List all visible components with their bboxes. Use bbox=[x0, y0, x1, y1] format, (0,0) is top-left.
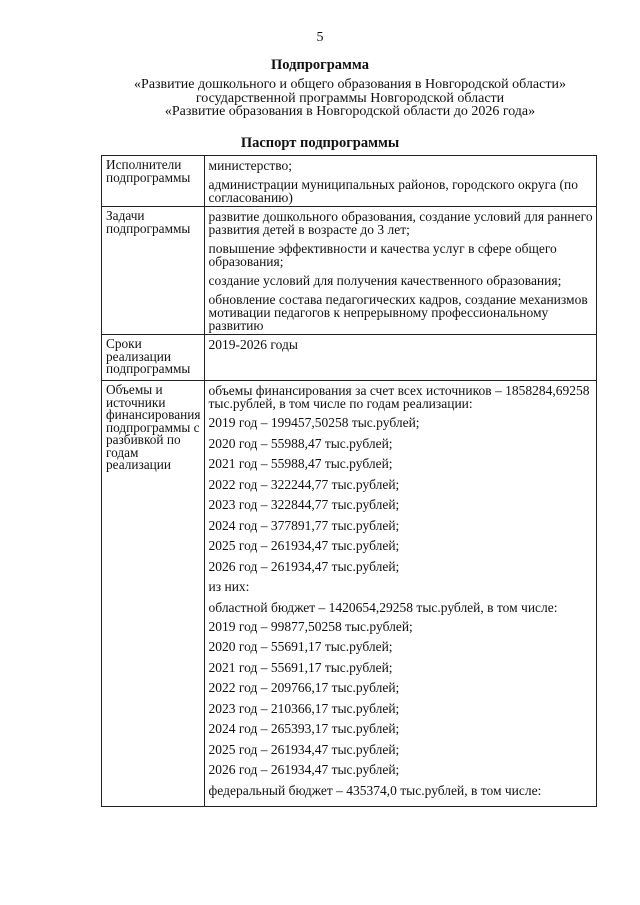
document-title: Подпрограмма bbox=[271, 57, 369, 73]
financing-line: 2019 год – 199457,50258 тыс.рублей; bbox=[208, 415, 420, 430]
financing-line: 2019 год – 99877,50258 тыс.рублей; bbox=[208, 618, 413, 634]
financing-line: 2024 год – 265393,17 тыс.рублей; bbox=[208, 721, 400, 736]
row-item: администрации муниципальных районов, городского округа (по согласованию) bbox=[208, 177, 578, 205]
financing-line: 2021 год – 55691,17 тыс.рублей; bbox=[208, 659, 393, 675]
row-label: Сроки реализации подпрограммы bbox=[102, 335, 205, 381]
financing-line: 2024 год – 377891,77 тыс.рублей; bbox=[208, 517, 400, 533]
financing-line: 2021 год – 55988,47 тыс.рублей; bbox=[208, 456, 393, 471]
financing-line: 2022 год – 209766,17 тыс.рублей; bbox=[208, 680, 400, 695]
table-row-executors bbox=[102, 156, 597, 207]
financing-line: 2023 год – 210366,17 тыс.рублей; bbox=[208, 700, 400, 716]
table-row-financing bbox=[102, 381, 597, 807]
financing-line: 2025 год – 261934,47 тыс.рублей; bbox=[208, 538, 400, 553]
row-item: обновление состава педагогических кадров, создание механизмов мотивации педагогов к непрерывному профессиональному развитию bbox=[208, 292, 588, 333]
financing-line: федеральный бюджет – 435374,0 тыс.рублей, в том числе: bbox=[208, 782, 542, 798]
row-item: развитие дошкольного образования, создание условий для раннего развития детей в возрасте до 3 лет; bbox=[208, 209, 593, 237]
row-item: 2019-2026 годы bbox=[208, 337, 298, 352]
passport-table bbox=[101, 155, 597, 807]
financing-line: из них: bbox=[208, 579, 250, 594]
financing-line: 2026 год – 261934,47 тыс.рублей; bbox=[208, 762, 400, 777]
financing-line: 2020 год – 55691,17 тыс.рублей; bbox=[208, 639, 393, 654]
row-item: повышение эффективности и качества услуг в сфере общего образования; bbox=[208, 241, 557, 269]
financing-line: 2025 год – 261934,47 тыс.рублей; bbox=[208, 741, 400, 757]
row-label: Задачи подпрограммы bbox=[102, 207, 205, 335]
row-content bbox=[204, 335, 596, 381]
financing-line: 2026 год – 261934,47 тыс.рублей; bbox=[208, 558, 400, 574]
subtitle-line: государственной программы Новгородской области bbox=[195, 90, 505, 106]
financing-line: областной бюджет – 1420654,29258 тыс.рублей, в том числе: bbox=[208, 599, 558, 615]
financing-line: объемы финансирования за счет всех источников – 1858284,69258 тыс.рублей, в том числе по годам реализации: bbox=[208, 383, 590, 411]
row-content bbox=[204, 381, 596, 807]
passport-title: Паспорт подпрограммы bbox=[240, 135, 400, 151]
row-content bbox=[204, 207, 596, 335]
subtitle-line: «Развитие дошкольного и общего образования в Новгородской области» bbox=[134, 77, 566, 92]
row-item: министерство; bbox=[208, 158, 293, 173]
document-subtitle bbox=[60, 78, 640, 119]
table-row-tasks bbox=[102, 207, 597, 335]
row-content bbox=[204, 156, 596, 207]
row-item: создание условий для получения качественного образования; bbox=[208, 273, 562, 288]
table-row-terms bbox=[102, 335, 597, 381]
row-label: Объемы и источники финансирования подпрограммы с разбивкой по годам реализации bbox=[102, 381, 205, 807]
row-label: Исполнители подпрограммы bbox=[102, 156, 205, 207]
financing-line: 2022 год – 322244,77 тыс.рублей; bbox=[208, 476, 400, 492]
financing-line: 2020 год – 55988,47 тыс.рублей; bbox=[208, 435, 393, 451]
page-number: 5 bbox=[316, 30, 324, 45]
financing-line: 2023 год – 322844,77 тыс.рублей; bbox=[208, 497, 400, 512]
subtitle-line: «Развитие образования в Новгородской области до 2026 года» bbox=[164, 104, 536, 119]
